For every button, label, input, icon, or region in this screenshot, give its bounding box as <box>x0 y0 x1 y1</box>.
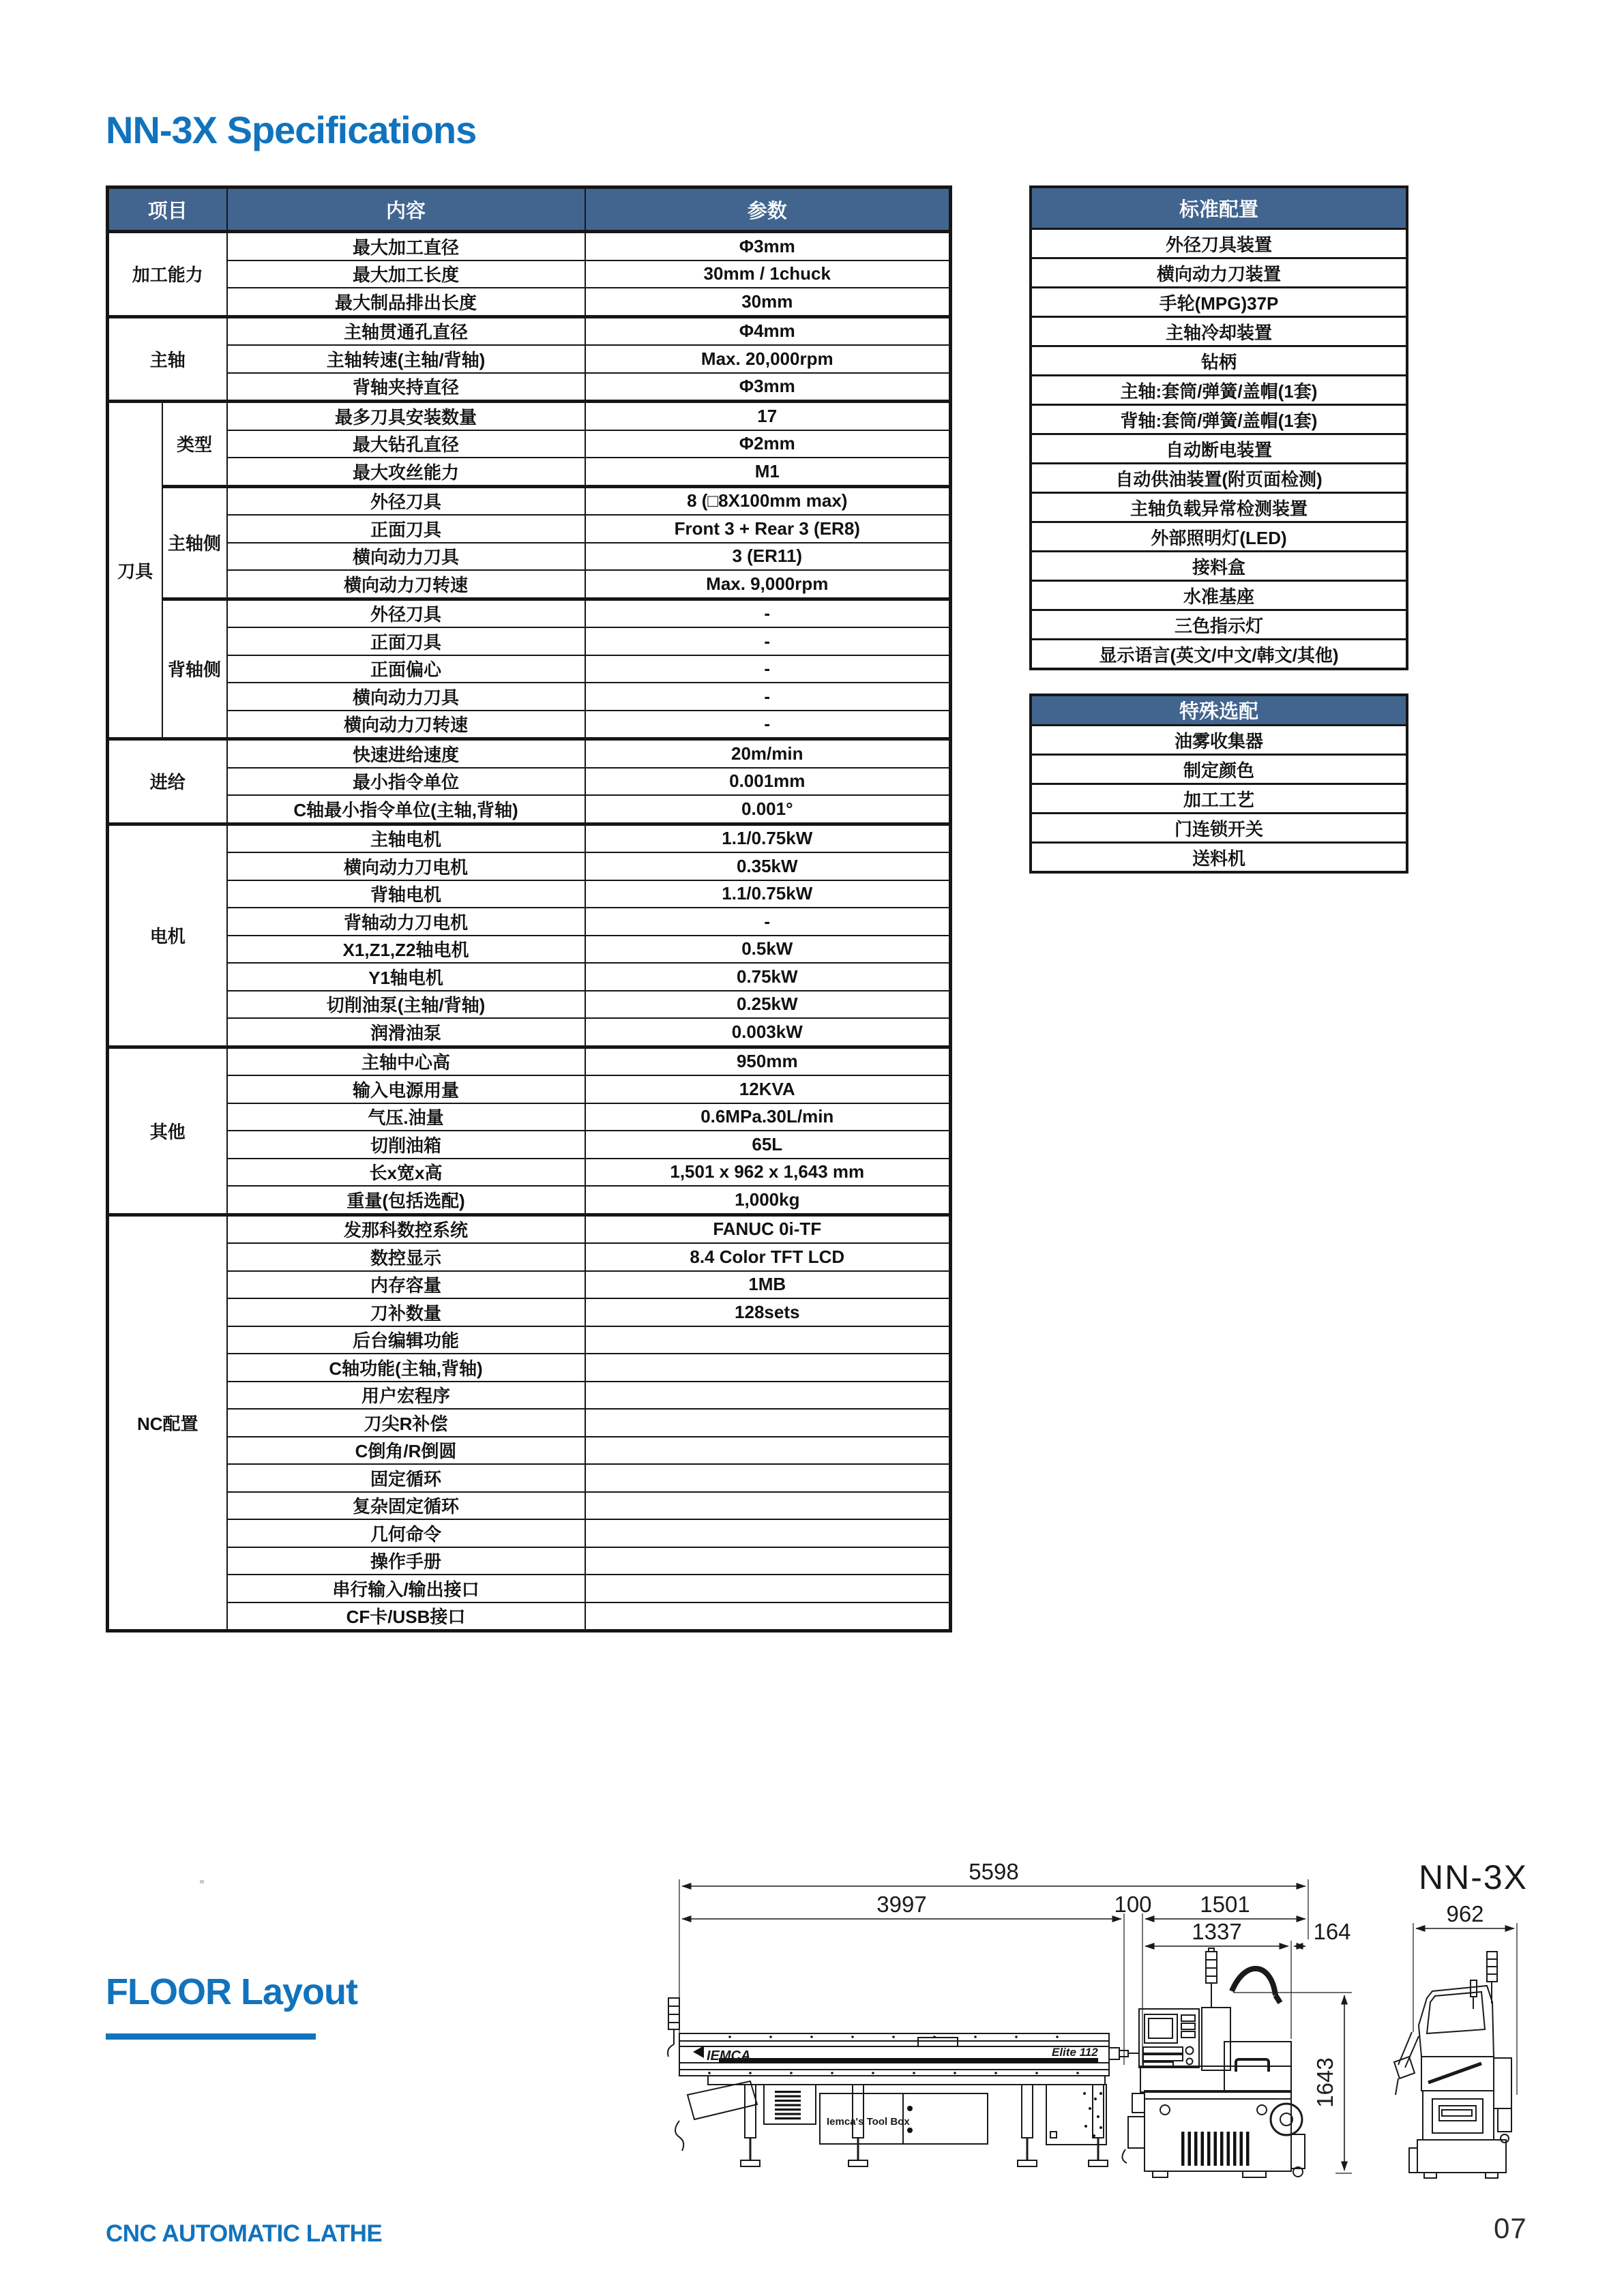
spec-row-value: Max. 20,000rpm <box>585 345 951 373</box>
spec-table-row <box>108 486 951 515</box>
spec-table-row <box>108 1492 951 1520</box>
spec-table-row <box>108 515 951 543</box>
special-config-item-label: 门连锁开关 <box>1031 814 1407 843</box>
spec-row-value <box>585 1492 951 1520</box>
spec-table-row <box>108 991 951 1019</box>
spec-row-value: 0.001° <box>585 795 951 824</box>
spec-row-value: 1,501 x 962 x 1,643 mm <box>585 1159 951 1187</box>
spec-row-value: Φ2mm <box>585 430 951 458</box>
spec-row-label: 最大制品排出长度 <box>227 288 585 316</box>
spec-row-label: 固定循环 <box>227 1464 585 1492</box>
spec-row-label: 主轴转速(主轴/背轴) <box>227 345 585 373</box>
standard-config-item <box>1031 640 1407 670</box>
dim-depth: 962 <box>1446 1901 1484 1926</box>
spec-row-value: 0.35kW <box>585 852 951 880</box>
spec-table-row <box>108 1409 951 1437</box>
special-config-container <box>1029 694 1408 874</box>
special-config-header-row <box>1031 695 1407 726</box>
spec-row-label: 快速进给速度 <box>227 739 585 768</box>
dim-gap: 100 <box>1114 1892 1152 1917</box>
spec-row-value: 65L <box>585 1131 951 1159</box>
spec-row-label: 最大钻孔直径 <box>227 430 585 458</box>
spec-table-row <box>108 627 951 655</box>
spec-row-label: 正面刀具 <box>227 515 585 543</box>
spec-row-label: 重量(包括选配) <box>227 1186 585 1214</box>
standard-config-item <box>1031 405 1407 434</box>
spec-table-row <box>108 936 951 964</box>
spec-row-value <box>585 1464 951 1492</box>
spec-row-label: 输入电源用量 <box>227 1075 585 1103</box>
spec-row-label: 外径刀具 <box>227 486 585 515</box>
standard-config-item-label: 手轮(MPG)37P <box>1031 288 1407 317</box>
spec-row-value <box>585 1409 951 1437</box>
spec-row-label: 横向动力刀具 <box>227 683 585 711</box>
standard-config-item <box>1031 288 1407 317</box>
spec-table-row <box>108 1047 951 1075</box>
special-config-item <box>1031 755 1407 784</box>
spec-table-row <box>108 1271 951 1299</box>
spec-row-value: FANUC 0i-TF <box>585 1214 951 1243</box>
standard-config-item <box>1031 493 1407 522</box>
spec-row-value: 0.6MPa.30L/min <box>585 1103 951 1131</box>
standard-config-item-label: 主轴负载异常检测装置 <box>1031 493 1407 522</box>
spec-row-label: 背轴夹持直径 <box>227 373 585 402</box>
special-config-item <box>1031 843 1407 873</box>
spec-table-row <box>108 316 951 345</box>
spec-table-row <box>108 288 951 316</box>
spec-row-label: C轴最小指令单位(主轴,背轴) <box>227 795 585 824</box>
spec-row-value: M1 <box>585 458 951 486</box>
spec-subgroup-item: 背轴侧 <box>162 599 227 739</box>
standard-config-item-label: 背轴:套筒/弹簧/盖帽(1套) <box>1031 405 1407 434</box>
spec-group-item: 加工能力 <box>108 232 227 317</box>
spec-table-row <box>108 345 951 373</box>
spec-row-label: C倒角/R倒圆 <box>227 1437 585 1465</box>
spec-row-value <box>585 1519 951 1547</box>
spec-table-row <box>108 1103 951 1131</box>
special-config-item-label: 送料机 <box>1031 843 1407 873</box>
spec-row-label: 横向动力刀转速 <box>227 570 585 599</box>
spec-table-row <box>108 1464 951 1492</box>
toolbox-label: Iemca's Tool Box <box>827 2116 910 2128</box>
footer-brand: CNC AUTOMATIC LATHE <box>106 2220 383 2247</box>
spec-row-label: 切削油箱 <box>227 1131 585 1159</box>
standard-config-item-label: 主轴:套筒/弹簧/盖帽(1套) <box>1031 376 1407 405</box>
spec-row-value: 0.25kW <box>585 991 951 1019</box>
standard-config-item <box>1031 610 1407 640</box>
spec-row-label: 复杂固定循环 <box>227 1492 585 1520</box>
spec-group-item: NC配置 <box>108 1214 227 1631</box>
spec-row-value <box>585 1326 951 1354</box>
spec-row-label: Y1轴电机 <box>227 963 585 991</box>
spec-row-label: 主轴中心高 <box>227 1047 585 1075</box>
dimension-extension-lines <box>679 1879 1517 2173</box>
spec-row-value <box>585 1547 951 1575</box>
spec-group-item: 主轴 <box>108 316 227 402</box>
standard-config-item <box>1031 522 1407 552</box>
standard-config-item <box>1031 581 1407 610</box>
special-config-item <box>1031 814 1407 843</box>
standard-config-item-label: 接料盒 <box>1031 552 1407 581</box>
spec-row-label: C轴功能(主轴,背轴) <box>227 1354 585 1382</box>
feeder-brand-label: IEMCA <box>707 2048 751 2063</box>
spec-table-row <box>108 963 951 991</box>
stray-print-dot <box>200 1880 204 1883</box>
spec-table-body <box>108 232 951 1631</box>
spec-row-label: CF卡/USB接口 <box>227 1602 585 1631</box>
standard-config-item-label: 显示语言(英文/中文/韩文/其他) <box>1031 640 1407 670</box>
spec-table-row <box>108 1298 951 1326</box>
standard-config-container <box>1029 185 1408 670</box>
spec-row-label: 最小指令单位 <box>227 768 585 796</box>
standard-config-item-label: 外径刀具装置 <box>1031 229 1407 258</box>
spec-table-row <box>108 1186 951 1214</box>
page-title: NN-3X Specifications <box>106 108 477 151</box>
spec-table-row <box>108 1075 951 1103</box>
iemca-logo-icon <box>693 2046 704 2058</box>
spec-table <box>106 185 952 1632</box>
spec-row-label: 横向动力刀电机 <box>227 852 585 880</box>
spec-row-value: 1.1/0.75kW <box>585 824 951 852</box>
spec-row-label: 正面刀具 <box>227 627 585 655</box>
spec-table-row <box>108 458 951 486</box>
standard-config-item <box>1031 434 1407 464</box>
floor-title-underline <box>106 2033 316 2040</box>
spec-row-label: 正面偏心 <box>227 655 585 683</box>
bar-feeder-drawing <box>668 1998 1139 2166</box>
spec-row-label: 长x宽x高 <box>227 1159 585 1187</box>
spec-table-row <box>108 655 951 683</box>
dim-body-length: 1337 <box>1192 1919 1242 1944</box>
spec-table-row <box>108 1602 951 1631</box>
spec-table-row <box>108 768 951 796</box>
spec-row-value: 0.003kW <box>585 1018 951 1047</box>
spec-row-value: Φ4mm <box>585 316 951 345</box>
spec-table-row <box>108 570 951 599</box>
spec-row-value: 17 <box>585 402 951 430</box>
spec-header-item: 项目 <box>108 188 227 232</box>
spec-row-value: 950mm <box>585 1047 951 1075</box>
spec-row-value: - <box>585 655 951 683</box>
standard-config-table <box>1029 185 1408 670</box>
spec-table-row <box>108 908 951 936</box>
special-config-body <box>1031 726 1407 873</box>
special-config-table <box>1029 694 1408 874</box>
spec-row-value: - <box>585 683 951 711</box>
spec-table-row <box>108 1018 951 1047</box>
dimension-lines <box>682 1886 1514 2171</box>
spec-group-item: 进给 <box>108 739 227 824</box>
standard-config-item <box>1031 317 1407 346</box>
spec-table-container <box>106 185 952 1632</box>
spec-table-row <box>108 1243 951 1271</box>
spec-row-value: Front 3 + Rear 3 (ER8) <box>585 515 951 543</box>
spec-row-value: 0.75kW <box>585 963 951 991</box>
standard-config-item-label: 横向动力刀装置 <box>1031 258 1407 288</box>
spec-row-label: 串行输入/输出接口 <box>227 1575 585 1602</box>
spec-row-value: 0.001mm <box>585 768 951 796</box>
standard-config-item-label: 钻柄 <box>1031 346 1407 376</box>
spec-row-label: 后台编辑功能 <box>227 1326 585 1354</box>
special-config-item-label: 油雾收集器 <box>1031 726 1407 755</box>
standard-config-item-label: 外部照明灯(LED) <box>1031 522 1407 552</box>
standard-config-header: 标准配置 <box>1031 187 1407 229</box>
spec-table-row <box>108 739 951 768</box>
standard-config-item-label: 主轴冷却装置 <box>1031 317 1407 346</box>
spec-group-item: 刀具 <box>108 402 162 739</box>
spec-row-label: 最大加工长度 <box>227 260 585 288</box>
spec-header-param: 参数 <box>585 188 951 232</box>
spec-row-label: 横向动力刀转速 <box>227 711 585 739</box>
spec-row-value: 1MB <box>585 1271 951 1299</box>
spec-row-label: 最大攻丝能力 <box>227 458 585 486</box>
spec-row-label: 切削油泵(主轴/背轴) <box>227 991 585 1019</box>
spec-table-row <box>108 1326 951 1354</box>
spec-table-row <box>108 795 951 824</box>
spec-table-row <box>108 373 951 402</box>
spec-table-row <box>108 880 951 908</box>
spec-row-label: 气压.油量 <box>227 1103 585 1131</box>
spec-table-row <box>108 683 951 711</box>
spec-row-value: 8 (□8X100mm max) <box>585 486 951 515</box>
spec-table-header-row <box>108 188 951 232</box>
spec-row-label: 背轴电机 <box>227 880 585 908</box>
spec-row-value: Φ3mm <box>585 373 951 402</box>
special-config-item-label: 制定颜色 <box>1031 755 1407 784</box>
spec-subgroup-item: 主轴侧 <box>162 486 227 599</box>
dim-feeder-length: 3997 <box>876 1892 927 1917</box>
special-config-item-label: 加工工艺 <box>1031 784 1407 814</box>
spec-subgroup-item: 类型 <box>162 402 227 487</box>
spec-row-label: 背轴动力刀电机 <box>227 908 585 936</box>
standard-config-header-row <box>1031 187 1407 229</box>
special-config-item <box>1031 726 1407 755</box>
spec-row-value: Φ3mm <box>585 232 951 260</box>
spec-table-row <box>108 1354 951 1382</box>
dimension-labels <box>876 1859 1483 2108</box>
spec-row-label: 主轴电机 <box>227 824 585 852</box>
spec-row-label: 横向动力刀具 <box>227 543 585 571</box>
spec-row-value: 8.4 Color TFT LCD <box>585 1243 951 1271</box>
standard-config-item-label: 自动断电装置 <box>1031 434 1407 464</box>
spec-row-value: 3 (ER11) <box>585 543 951 571</box>
spec-row-label: 最多刀具安装数量 <box>227 402 585 430</box>
spec-table-row <box>108 543 951 571</box>
standard-config-item <box>1031 376 1407 405</box>
spec-row-label: X1,Z1,Z2轴电机 <box>227 936 585 964</box>
dim-machine-length: 1501 <box>1200 1892 1250 1917</box>
special-config-item <box>1031 784 1407 814</box>
floor-layout-title: FLOOR Layout <box>106 1971 357 2012</box>
spec-row-value: 128sets <box>585 1298 951 1326</box>
standard-config-item <box>1031 229 1407 258</box>
spec-header-content: 内容 <box>227 188 585 232</box>
spec-table-row <box>108 599 951 627</box>
spec-row-value: 1.1/0.75kW <box>585 880 951 908</box>
spec-row-value: - <box>585 908 951 936</box>
page-number: 07 <box>1494 2212 1527 2244</box>
spec-row-value <box>585 1575 951 1602</box>
spec-row-value <box>585 1437 951 1465</box>
standard-config-item-label: 水准基座 <box>1031 581 1407 610</box>
spec-table-row <box>108 1382 951 1410</box>
spec-group-item: 其他 <box>108 1047 227 1214</box>
spec-row-label: 几何命令 <box>227 1519 585 1547</box>
dim-height: 1643 <box>1312 2057 1338 2108</box>
spec-table-row <box>108 1519 951 1547</box>
dim-overall-length: 5598 <box>969 1859 1019 1884</box>
drawing-model-label: NN-3X <box>1418 1858 1529 1896</box>
spec-table-row <box>108 1214 951 1243</box>
standard-config-item <box>1031 346 1407 376</box>
spec-row-value: 1,000kg <box>585 1186 951 1214</box>
spec-row-value <box>585 1602 951 1631</box>
feeder-model-label: Elite 112 <box>1052 2046 1098 2059</box>
spec-row-value: - <box>585 599 951 627</box>
spec-row-label: 最大加工直径 <box>227 232 585 260</box>
spec-table-row <box>108 232 951 260</box>
spec-table-row <box>108 852 951 880</box>
spec-row-label: 数控显示 <box>227 1243 585 1271</box>
spec-row-label: 主轴贯通孔直径 <box>227 316 585 345</box>
spec-table-row <box>108 711 951 739</box>
spec-table-row <box>108 260 951 288</box>
standard-config-item-label: 三色指示灯 <box>1031 610 1407 640</box>
spec-table-row <box>108 1159 951 1187</box>
spec-table-row <box>108 402 951 430</box>
spec-row-value: 0.5kW <box>585 936 951 964</box>
spec-table-row <box>108 824 951 852</box>
spec-row-value: Max. 9,000rpm <box>585 570 951 599</box>
spec-row-value <box>585 1354 951 1382</box>
spec-row-value: 30mm <box>585 288 951 316</box>
spec-row-label: 用户宏程序 <box>227 1382 585 1410</box>
spec-row-label: 刀尖R补偿 <box>227 1409 585 1437</box>
lathe-front-drawing <box>1122 1948 1305 2177</box>
special-config-header: 特殊选配 <box>1031 695 1407 726</box>
spec-row-label: 操作手册 <box>227 1547 585 1575</box>
dim-offset: 164 <box>1313 1919 1351 1944</box>
standard-config-item <box>1031 258 1407 288</box>
standard-config-item-label: 自动供油装置(附页面检测) <box>1031 464 1407 493</box>
spec-row-label: 外径刀具 <box>227 599 585 627</box>
spec-table-row <box>108 430 951 458</box>
spec-row-label: 内存容量 <box>227 1271 585 1299</box>
spec-table-row <box>108 1131 951 1159</box>
spec-group-item: 电机 <box>108 824 227 1047</box>
lathe-side-view-drawing <box>1394 1952 1511 2178</box>
standard-config-item <box>1031 464 1407 493</box>
spec-row-value <box>585 1382 951 1410</box>
spec-row-value: 12KVA <box>585 1075 951 1103</box>
standard-config-body <box>1031 229 1407 670</box>
spec-row-value: 20m/min <box>585 739 951 768</box>
spec-row-value: - <box>585 627 951 655</box>
spec-table-row <box>108 1437 951 1465</box>
spec-row-value: - <box>585 711 951 739</box>
spec-table-row <box>108 1575 951 1602</box>
spec-row-label: 润滑油泵 <box>227 1018 585 1047</box>
standard-config-item <box>1031 552 1407 581</box>
spec-table-row <box>108 1547 951 1575</box>
spec-row-label: 刀补数量 <box>227 1298 585 1326</box>
spec-row-value: 30mm / 1chuck <box>585 260 951 288</box>
spec-row-label: 发那科数控系统 <box>227 1214 585 1243</box>
floor-layout-drawing <box>648 1828 1535 2182</box>
